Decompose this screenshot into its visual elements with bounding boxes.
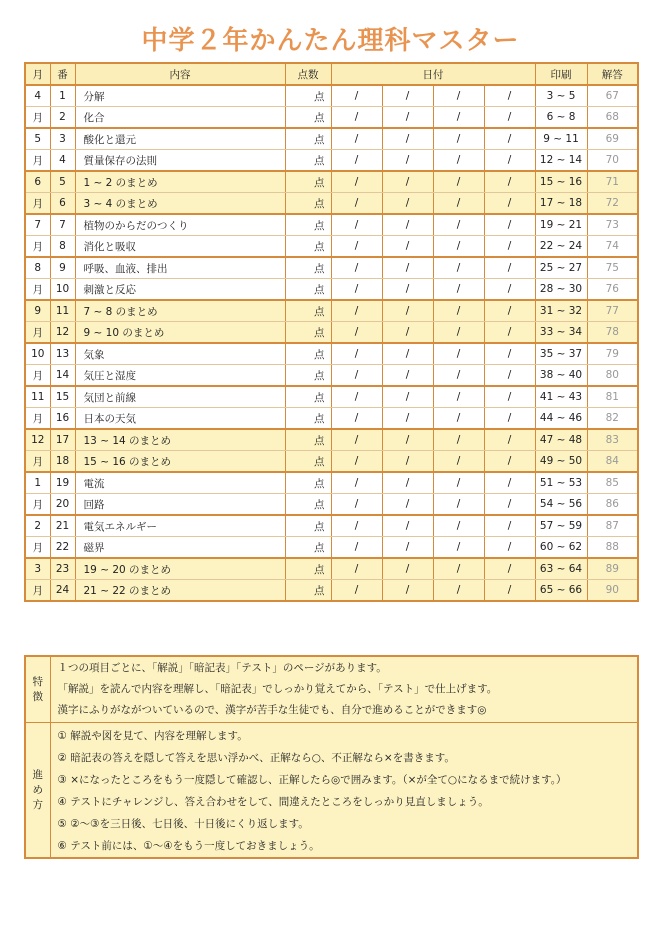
date-cell: / xyxy=(331,580,382,602)
table-header-row xyxy=(25,63,638,85)
date-cell: / xyxy=(433,300,484,322)
month-cell: 5 xyxy=(25,128,50,150)
answer-cell: 89 xyxy=(587,558,638,580)
month-cell: 月 xyxy=(25,279,50,301)
month-cell: 月 xyxy=(25,537,50,559)
table-row xyxy=(25,107,638,129)
content-cell: 1 ~ 2 のまとめ xyxy=(75,171,285,193)
answer-cell: 86 xyxy=(587,494,638,516)
date-cell: / xyxy=(484,193,535,215)
table-row xyxy=(25,322,638,344)
answer-cell: 68 xyxy=(587,107,638,129)
content-cell: 7 ~ 8 のまとめ xyxy=(75,300,285,322)
content-cell: 刺激と反応 xyxy=(75,279,285,301)
table-row xyxy=(25,558,638,580)
date-cell: / xyxy=(433,171,484,193)
table-row xyxy=(25,236,638,258)
date-cell: / xyxy=(331,343,382,365)
note-line: １つの項目ごとに、「解説」「暗記表」「テスト」のページがあります。 xyxy=(57,662,387,674)
content-cell: 21 ~ 22 のまとめ xyxy=(75,580,285,602)
date-cell: / xyxy=(433,365,484,387)
print-cell: 31 ~ 32 xyxy=(535,300,587,322)
month-cell: 月 xyxy=(25,150,50,172)
date-cell: / xyxy=(382,408,433,430)
answer-cell: 80 xyxy=(587,365,638,387)
table-row xyxy=(25,451,638,473)
month-cell: 11 xyxy=(25,386,50,408)
print-cell: 47 ~ 48 xyxy=(535,429,587,451)
date-cell: / xyxy=(433,214,484,236)
number-cell: 18 xyxy=(50,451,75,473)
date-cell: / xyxy=(484,128,535,150)
month-cell: 2 xyxy=(25,515,50,537)
number-cell: 5 xyxy=(50,171,75,193)
month-cell: 4 xyxy=(25,85,50,107)
date-cell: / xyxy=(484,343,535,365)
date-cell: / xyxy=(331,171,382,193)
table-row xyxy=(25,515,638,537)
date-cell: / xyxy=(382,429,433,451)
print-cell: 60 ~ 62 xyxy=(535,537,587,559)
date-cell: / xyxy=(331,150,382,172)
date-cell: / xyxy=(382,451,433,473)
number-cell: 21 xyxy=(50,515,75,537)
answer-cell: 81 xyxy=(587,386,638,408)
answer-cell: 85 xyxy=(587,472,638,494)
date-cell: / xyxy=(382,472,433,494)
answer-cell: 82 xyxy=(587,408,638,430)
date-cell: / xyxy=(484,257,535,279)
date-cell: / xyxy=(433,494,484,516)
date-cell: / xyxy=(382,300,433,322)
score-cell: 点 xyxy=(285,257,331,279)
score-cell: 点 xyxy=(285,171,331,193)
date-cell: / xyxy=(382,494,433,516)
content-cell: 気象 xyxy=(75,343,285,365)
date-cell: / xyxy=(484,429,535,451)
date-cell: / xyxy=(433,236,484,258)
answer-cell: 76 xyxy=(587,279,638,301)
date-cell: / xyxy=(382,322,433,344)
month-cell: 月 xyxy=(25,107,50,129)
content-cell: 気圧と湿度 xyxy=(75,365,285,387)
date-cell: / xyxy=(433,537,484,559)
date-cell: / xyxy=(331,472,382,494)
method-section xyxy=(25,723,638,859)
table-row xyxy=(25,150,638,172)
header-content: 内容 xyxy=(75,63,285,85)
header-date: 日付 xyxy=(331,63,535,85)
score-cell: 点 xyxy=(285,343,331,365)
method-text xyxy=(50,723,638,859)
month-cell: 9 xyxy=(25,300,50,322)
print-cell: 35 ~ 37 xyxy=(535,343,587,365)
answer-cell: 84 xyxy=(587,451,638,473)
month-cell: 月 xyxy=(25,580,50,602)
date-cell: / xyxy=(331,451,382,473)
month-cell: 10 xyxy=(25,343,50,365)
score-cell: 点 xyxy=(285,193,331,215)
print-cell: 57 ~ 59 xyxy=(535,515,587,537)
score-cell: 点 xyxy=(285,322,331,344)
header-answer: 解答 xyxy=(587,63,638,85)
page-title: 中学２年かんたん理科マスター xyxy=(141,26,520,56)
table-row xyxy=(25,214,638,236)
score-cell: 点 xyxy=(285,236,331,258)
answer-cell: 88 xyxy=(587,537,638,559)
features-label xyxy=(25,656,50,723)
table-row xyxy=(25,85,638,107)
date-cell: / xyxy=(331,429,382,451)
date-cell: / xyxy=(382,257,433,279)
date-cell: / xyxy=(382,537,433,559)
number-cell: 15 xyxy=(50,386,75,408)
month-cell: 月 xyxy=(25,365,50,387)
score-cell: 点 xyxy=(285,558,331,580)
date-cell: / xyxy=(382,515,433,537)
number-cell: 20 xyxy=(50,494,75,516)
number-cell: 3 xyxy=(50,128,75,150)
print-cell: 22 ~ 24 xyxy=(535,236,587,258)
answer-cell: 77 xyxy=(587,300,638,322)
date-cell: / xyxy=(433,408,484,430)
header-number: 番 xyxy=(50,63,75,85)
date-cell: / xyxy=(484,85,535,107)
answer-cell: 75 xyxy=(587,257,638,279)
month-cell: 月 xyxy=(25,322,50,344)
date-cell: / xyxy=(433,558,484,580)
content-cell: 3 ~ 4 のまとめ xyxy=(75,193,285,215)
table-row xyxy=(25,408,638,430)
number-cell: 13 xyxy=(50,343,75,365)
features-label-text: 特 徴 xyxy=(32,675,43,703)
score-cell: 点 xyxy=(285,85,331,107)
date-cell: / xyxy=(484,322,535,344)
answer-cell: 79 xyxy=(587,343,638,365)
month-cell: 3 xyxy=(25,558,50,580)
print-cell: 65 ~ 66 xyxy=(535,580,587,602)
date-cell: / xyxy=(433,257,484,279)
date-cell: / xyxy=(331,85,382,107)
date-cell: / xyxy=(484,171,535,193)
answer-cell: 87 xyxy=(587,515,638,537)
date-cell: / xyxy=(484,365,535,387)
content-cell: 磁界 xyxy=(75,537,285,559)
answer-cell: 72 xyxy=(587,193,638,215)
date-cell: / xyxy=(382,214,433,236)
note-line: ① 解説や図を見て、内容を理解します。 xyxy=(57,730,248,742)
table-row xyxy=(25,257,638,279)
date-cell: / xyxy=(331,279,382,301)
month-cell: 月 xyxy=(25,193,50,215)
number-cell: 2 xyxy=(50,107,75,129)
answer-cell: 71 xyxy=(587,171,638,193)
content-cell: 回路 xyxy=(75,494,285,516)
number-cell: 17 xyxy=(50,429,75,451)
content-cell: 電流 xyxy=(75,472,285,494)
date-cell: / xyxy=(382,580,433,602)
month-cell: 月 xyxy=(25,494,50,516)
month-cell: 月 xyxy=(25,451,50,473)
date-cell: / xyxy=(331,494,382,516)
date-cell: / xyxy=(433,193,484,215)
number-cell: 12 xyxy=(50,322,75,344)
date-cell: / xyxy=(331,257,382,279)
note-line: ④ テストにチャレンジし、答え合わせをして、間違えたところをしっかり見直しましょう。 xyxy=(57,796,489,808)
date-cell: / xyxy=(331,193,382,215)
table-row xyxy=(25,494,638,516)
content-cell: 分解 xyxy=(75,85,285,107)
score-cell: 点 xyxy=(285,214,331,236)
date-cell: / xyxy=(433,107,484,129)
date-cell: / xyxy=(433,580,484,602)
date-cell: / xyxy=(331,128,382,150)
date-cell: / xyxy=(433,322,484,344)
date-cell: / xyxy=(331,558,382,580)
month-cell: 月 xyxy=(25,408,50,430)
print-cell: 33 ~ 34 xyxy=(535,322,587,344)
score-cell: 点 xyxy=(285,472,331,494)
print-cell: 19 ~ 21 xyxy=(535,214,587,236)
date-cell: / xyxy=(382,279,433,301)
date-cell: / xyxy=(433,150,484,172)
print-cell: 49 ~ 50 xyxy=(535,451,587,473)
date-cell: / xyxy=(331,386,382,408)
date-cell: / xyxy=(382,85,433,107)
month-cell: 12 xyxy=(25,429,50,451)
content-cell: 電気エネルギー xyxy=(75,515,285,537)
table-row xyxy=(25,429,638,451)
print-cell: 9 ~ 11 xyxy=(535,128,587,150)
print-cell: 28 ~ 30 xyxy=(535,279,587,301)
number-cell: 8 xyxy=(50,236,75,258)
content-cell: 化合 xyxy=(75,107,285,129)
answer-cell: 67 xyxy=(587,85,638,107)
date-cell: / xyxy=(484,279,535,301)
method-label-text: 進 め 方 xyxy=(32,768,43,811)
header-score: 点数 xyxy=(285,63,331,85)
print-cell: 17 ~ 18 xyxy=(535,193,587,215)
content-cell: 植物のからだのつくり xyxy=(75,214,285,236)
month-cell: 月 xyxy=(25,236,50,258)
note-line: ⑤ ②～③を三日後、七日後、十日後にくり返します。 xyxy=(57,818,309,830)
print-cell: 51 ~ 53 xyxy=(535,472,587,494)
content-cell: 日本の天気 xyxy=(75,408,285,430)
date-cell: / xyxy=(331,214,382,236)
score-cell: 点 xyxy=(285,515,331,537)
number-cell: 23 xyxy=(50,558,75,580)
content-cell: 15 ~ 16 のまとめ xyxy=(75,451,285,473)
date-cell: / xyxy=(484,515,535,537)
print-cell: 6 ~ 8 xyxy=(535,107,587,129)
date-cell: / xyxy=(433,343,484,365)
date-cell: / xyxy=(433,429,484,451)
date-cell: / xyxy=(484,150,535,172)
content-cell: 9 ~ 10 のまとめ xyxy=(75,322,285,344)
print-cell: 12 ~ 14 xyxy=(535,150,587,172)
score-cell: 点 xyxy=(285,386,331,408)
header-print: 印刷 xyxy=(535,63,587,85)
print-cell: 44 ~ 46 xyxy=(535,408,587,430)
month-cell: 8 xyxy=(25,257,50,279)
answer-cell: 70 xyxy=(587,150,638,172)
date-cell: / xyxy=(331,408,382,430)
note-line: 漢字にふりがながついているので、漢字が苦手な生徒でも、自分で進めることができます◎ xyxy=(57,704,487,716)
date-cell: / xyxy=(331,322,382,344)
table-row xyxy=(25,128,638,150)
date-cell: / xyxy=(382,558,433,580)
date-cell: / xyxy=(433,386,484,408)
date-cell: / xyxy=(433,85,484,107)
date-cell: / xyxy=(484,214,535,236)
print-cell: 3 ~ 5 xyxy=(535,85,587,107)
number-cell: 24 xyxy=(50,580,75,602)
score-cell: 点 xyxy=(285,300,331,322)
date-cell: / xyxy=(382,107,433,129)
date-cell: / xyxy=(484,537,535,559)
date-cell: / xyxy=(382,343,433,365)
date-cell: / xyxy=(382,386,433,408)
header-month: 月 xyxy=(25,63,50,85)
table-row xyxy=(25,300,638,322)
date-cell: / xyxy=(484,558,535,580)
table-row xyxy=(25,365,638,387)
score-cell: 点 xyxy=(285,429,331,451)
note-line: ② 暗記表の答えを隠して答えを思い浮かべ、正解なら○、不正解なら×を書きます。 xyxy=(57,752,455,764)
number-cell: 22 xyxy=(50,537,75,559)
score-cell: 点 xyxy=(285,150,331,172)
date-cell: / xyxy=(433,279,484,301)
date-cell: / xyxy=(382,236,433,258)
note-line: ⑥ テスト前には、①～④をもう一度しておきましょう。 xyxy=(57,840,320,852)
number-cell: 6 xyxy=(50,193,75,215)
date-cell: / xyxy=(382,365,433,387)
content-cell: 19 ~ 20 のまとめ xyxy=(75,558,285,580)
content-cell: 消化と吸収 xyxy=(75,236,285,258)
score-cell: 点 xyxy=(285,365,331,387)
date-cell: / xyxy=(484,472,535,494)
table-body xyxy=(25,85,638,601)
features-section xyxy=(25,656,638,723)
table-row xyxy=(25,580,638,602)
date-cell: / xyxy=(484,580,535,602)
date-cell: / xyxy=(331,236,382,258)
score-cell: 点 xyxy=(285,279,331,301)
print-cell: 15 ~ 16 xyxy=(535,171,587,193)
content-cell: 13 ~ 14 のまとめ xyxy=(75,429,285,451)
content-cell: 酸化と還元 xyxy=(75,128,285,150)
score-cell: 点 xyxy=(285,537,331,559)
date-cell: / xyxy=(484,408,535,430)
print-cell: 54 ~ 56 xyxy=(535,494,587,516)
table-row xyxy=(25,343,638,365)
month-cell: 1 xyxy=(25,472,50,494)
table-row xyxy=(25,171,638,193)
date-cell: / xyxy=(382,171,433,193)
method-label xyxy=(25,723,50,859)
schedule-table xyxy=(24,62,639,602)
month-cell: 7 xyxy=(25,214,50,236)
answer-cell: 83 xyxy=(587,429,638,451)
date-cell: / xyxy=(484,107,535,129)
answer-cell: 90 xyxy=(587,580,638,602)
date-cell: / xyxy=(433,451,484,473)
number-cell: 1 xyxy=(50,85,75,107)
date-cell: / xyxy=(331,365,382,387)
number-cell: 16 xyxy=(50,408,75,430)
number-cell: 14 xyxy=(50,365,75,387)
note-line: ③ ×になったところをもう一度隠して確認し、正解したら◎で囲みます。（×が全て○になるまで続けます。） xyxy=(57,774,567,786)
score-cell: 点 xyxy=(285,580,331,602)
score-cell: 点 xyxy=(285,494,331,516)
date-cell: / xyxy=(484,451,535,473)
date-cell: / xyxy=(331,107,382,129)
score-cell: 点 xyxy=(285,408,331,430)
date-cell: / xyxy=(484,236,535,258)
date-cell: / xyxy=(484,300,535,322)
date-cell: / xyxy=(382,193,433,215)
date-cell: / xyxy=(433,128,484,150)
number-cell: 19 xyxy=(50,472,75,494)
score-cell: 点 xyxy=(285,451,331,473)
content-cell: 呼吸、血液、排出 xyxy=(75,257,285,279)
date-cell: / xyxy=(331,537,382,559)
date-cell: / xyxy=(331,300,382,322)
print-cell: 38 ~ 40 xyxy=(535,365,587,387)
table-row xyxy=(25,472,638,494)
number-cell: 11 xyxy=(50,300,75,322)
answer-cell: 73 xyxy=(587,214,638,236)
date-cell: / xyxy=(484,494,535,516)
score-cell: 点 xyxy=(285,107,331,129)
date-cell: / xyxy=(382,150,433,172)
number-cell: 10 xyxy=(50,279,75,301)
features-text xyxy=(50,656,638,723)
date-cell: / xyxy=(331,515,382,537)
date-cell: / xyxy=(433,515,484,537)
answer-cell: 74 xyxy=(587,236,638,258)
note-line: 「解説」を読んで内容を理解し、「暗記表」でしっかり覚えてから、「テスト」で仕上げます。 xyxy=(57,683,498,695)
number-cell: 9 xyxy=(50,257,75,279)
number-cell: 7 xyxy=(50,214,75,236)
print-cell: 41 ~ 43 xyxy=(535,386,587,408)
print-cell: 63 ~ 64 xyxy=(535,558,587,580)
table-row xyxy=(25,386,638,408)
table-row xyxy=(25,193,638,215)
month-cell: 6 xyxy=(25,171,50,193)
score-cell: 点 xyxy=(285,128,331,150)
content-cell: 質量保存の法則 xyxy=(75,150,285,172)
table-row xyxy=(25,279,638,301)
table-row xyxy=(25,537,638,559)
date-cell: / xyxy=(484,386,535,408)
date-cell: / xyxy=(433,472,484,494)
date-cell: / xyxy=(382,128,433,150)
print-cell: 25 ~ 27 xyxy=(535,257,587,279)
answer-cell: 69 xyxy=(587,128,638,150)
content-cell: 気団と前線 xyxy=(75,386,285,408)
answer-cell: 78 xyxy=(587,322,638,344)
number-cell: 4 xyxy=(50,150,75,172)
notes-box xyxy=(24,655,639,859)
